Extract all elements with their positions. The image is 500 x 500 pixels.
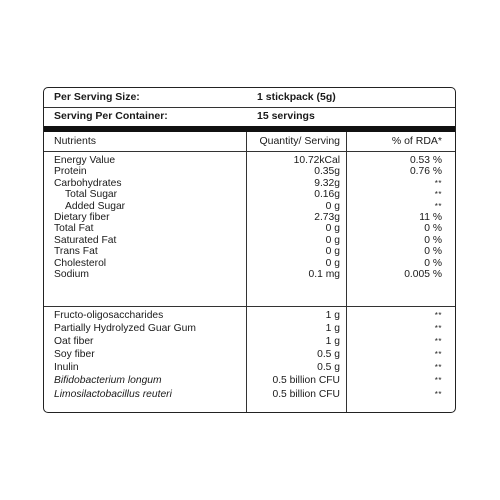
nutrient-quantity: 0.1 mg bbox=[308, 268, 340, 280]
nutrient-quantity: 0 g bbox=[325, 234, 340, 246]
table-row bbox=[44, 388, 455, 401]
nutrient-quantity: 0 g bbox=[325, 223, 340, 235]
ingredient-rda: ** bbox=[434, 311, 442, 320]
nutrient-quantity: 0.16g bbox=[314, 189, 340, 201]
table-row bbox=[44, 374, 455, 387]
nutrient-rda: 0 % bbox=[424, 257, 442, 269]
table-row bbox=[44, 335, 455, 348]
table-row bbox=[44, 246, 455, 257]
table-row bbox=[44, 322, 455, 335]
nutrient-name: Dietary fiber bbox=[54, 211, 110, 223]
table-row bbox=[44, 201, 455, 212]
column-header-row bbox=[44, 132, 455, 152]
nutrient-rda: 0.005 % bbox=[404, 268, 442, 280]
table-row bbox=[44, 155, 455, 166]
ingredient-quantity: 1 g bbox=[325, 323, 340, 335]
ingredient-name: Inulin bbox=[54, 362, 79, 374]
nutrient-rda: ** bbox=[434, 190, 442, 200]
ingredient-name: Partially Hydrolyzed Guar Gum bbox=[54, 323, 196, 335]
nutrient-rda: 0.53 % bbox=[409, 155, 442, 166]
nutrient-rda: ** bbox=[434, 201, 442, 211]
table-row bbox=[44, 235, 455, 246]
servings-per-container-row bbox=[44, 107, 455, 126]
table-row bbox=[44, 178, 455, 189]
nutrient-rda: 0 % bbox=[424, 246, 442, 258]
column-header-quantity: Quantity/ Serving bbox=[259, 135, 340, 147]
table-row bbox=[44, 361, 455, 374]
nutrient-rda: 0.76 % bbox=[409, 166, 442, 178]
ingredient-name: Fructo-oligosaccharides bbox=[54, 310, 164, 321]
ingredient-quantity: 0.5 g bbox=[317, 349, 340, 361]
table-row bbox=[44, 223, 455, 234]
nutrient-name: Protein bbox=[54, 166, 87, 178]
nutrient-name: Sodium bbox=[54, 268, 89, 280]
nutrient-name: Total Fat bbox=[54, 223, 94, 235]
servings-value: 15 servings bbox=[257, 110, 315, 122]
nutrient-name: Saturated Fat bbox=[54, 234, 117, 246]
table-row bbox=[44, 166, 455, 177]
column-header-nutrients: Nutrients bbox=[54, 135, 97, 147]
nutrient-rda: ** bbox=[434, 178, 442, 188]
nutrients-section bbox=[44, 155, 455, 280]
ingredient-quantity: 1 g bbox=[325, 310, 340, 321]
serving-size-row bbox=[44, 88, 455, 108]
nutrient-quantity: 9.32g bbox=[314, 177, 340, 189]
ingredient-quantity: 0.5 billion CFU bbox=[272, 375, 340, 387]
ingredient-rda: ** bbox=[434, 324, 442, 334]
nutrient-rda: 0 % bbox=[424, 223, 442, 235]
ingredient-rda: ** bbox=[434, 350, 442, 360]
table-row bbox=[44, 258, 455, 269]
nutrient-name: Cholesterol bbox=[54, 257, 107, 269]
section-divider bbox=[44, 306, 455, 307]
ingredient-name: Soy fiber bbox=[54, 349, 95, 361]
nutrient-name: Total Sugar bbox=[65, 189, 118, 201]
nutrient-quantity: 0 g bbox=[325, 200, 340, 212]
ingredient-name: Oat fiber bbox=[54, 336, 94, 348]
servings-label: Serving Per Container: bbox=[54, 110, 168, 122]
ingredient-name: Bifidobacterium longum bbox=[54, 375, 162, 387]
nutrition-facts-panel bbox=[43, 87, 456, 413]
nutrient-quantity: 0 g bbox=[325, 246, 340, 258]
table-row bbox=[44, 309, 455, 322]
serving-size-value: 1 stickpack (5g) bbox=[257, 91, 336, 103]
ingredient-quantity: 0.5 billion CFU bbox=[272, 388, 340, 400]
ingredient-rda: ** bbox=[434, 389, 442, 399]
ingredient-name: Limosilactobacillus reuteri bbox=[54, 388, 172, 400]
nutrient-rda: 11 % bbox=[419, 211, 442, 223]
nutrient-quantity: 2.73g bbox=[314, 211, 340, 223]
ingredients-section bbox=[44, 309, 455, 401]
nutrient-quantity: 0.35g bbox=[314, 166, 340, 178]
nutrient-name: Carbohydrates bbox=[54, 177, 122, 189]
table-row bbox=[44, 348, 455, 361]
nutrient-rda: 0 % bbox=[424, 234, 442, 246]
ingredient-quantity: 1 g bbox=[325, 336, 340, 348]
nutrient-name: Trans Fat bbox=[54, 246, 98, 258]
nutrient-name: Energy Value bbox=[54, 155, 116, 166]
table-row bbox=[44, 189, 455, 200]
nutrient-name: Added Sugar bbox=[65, 200, 126, 212]
column-header-rda: % of RDA* bbox=[391, 135, 442, 147]
ingredient-quantity: 0.5 g bbox=[317, 362, 340, 374]
nutrient-quantity: 10.72kCal bbox=[293, 155, 340, 166]
ingredient-rda: ** bbox=[434, 376, 442, 386]
serving-size-label: Per Serving Size: bbox=[54, 91, 140, 103]
table-row bbox=[44, 269, 455, 280]
ingredient-rda: ** bbox=[434, 337, 442, 347]
table-row bbox=[44, 212, 455, 223]
ingredient-rda: ** bbox=[434, 363, 442, 373]
nutrient-quantity: 0 g bbox=[325, 257, 340, 269]
